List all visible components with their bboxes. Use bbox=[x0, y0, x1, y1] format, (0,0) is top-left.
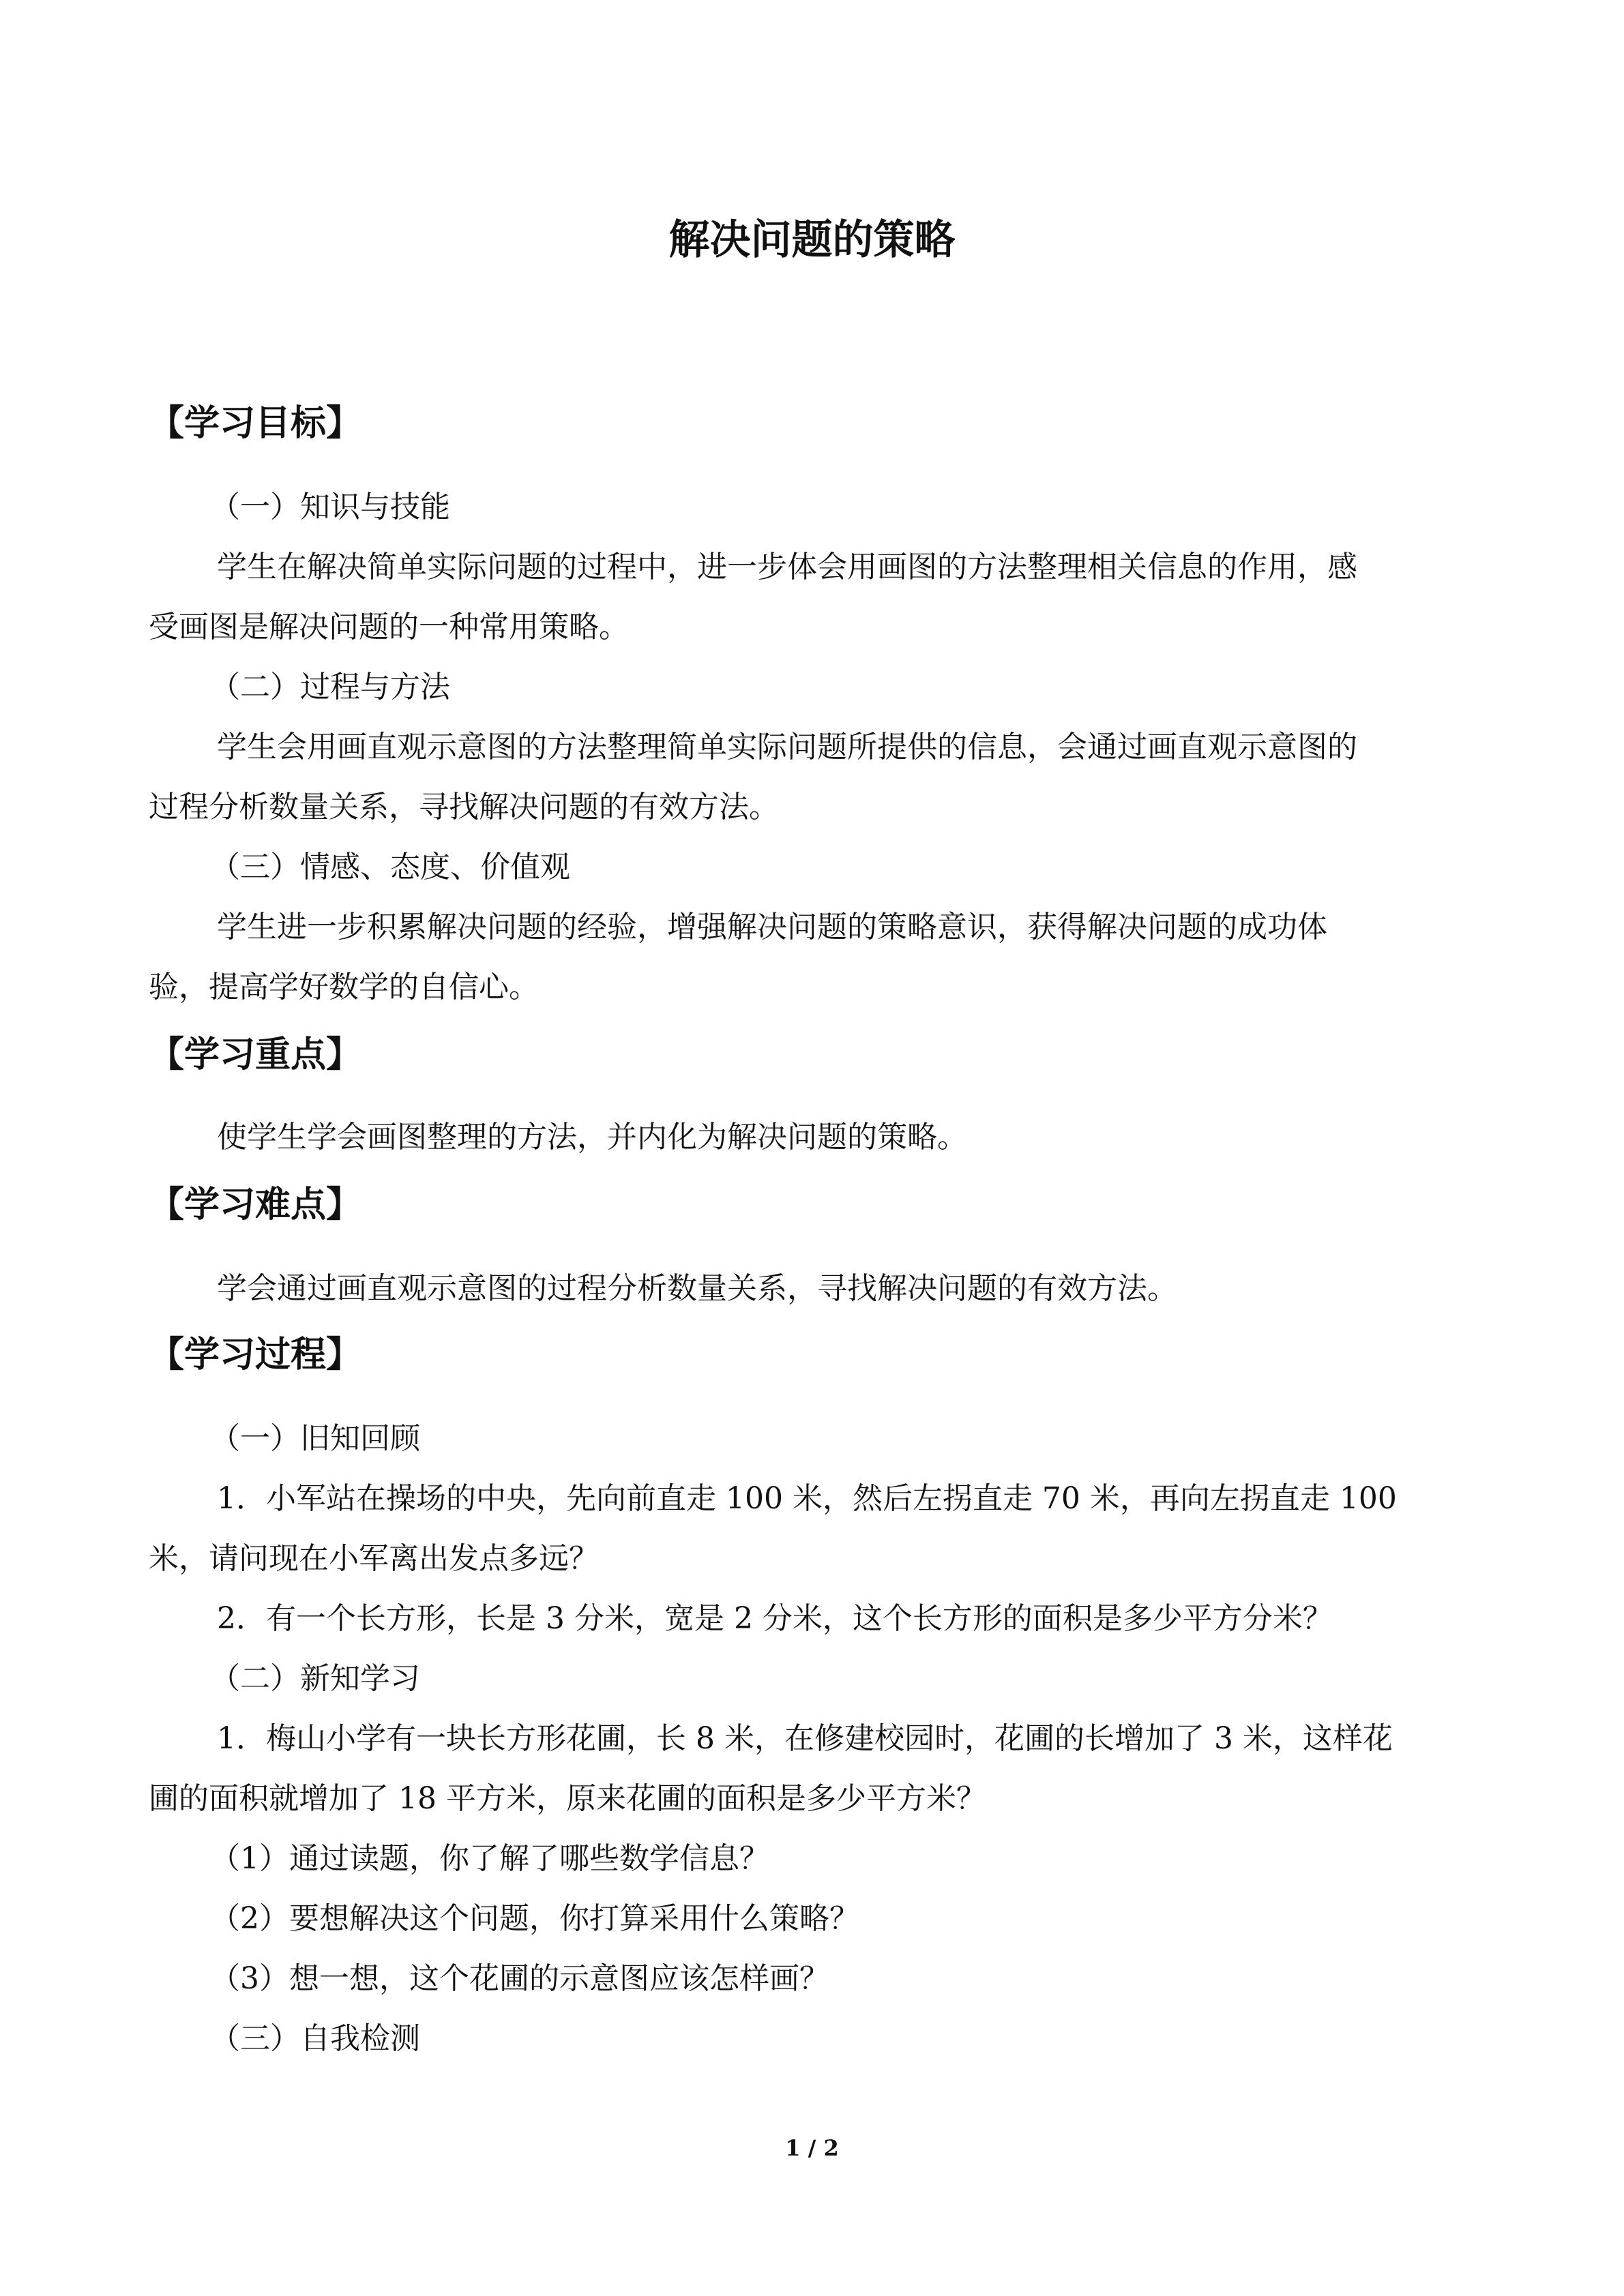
question-line: 1．小军站在操场的中央，先向前直走 100 米，然后左拐直走 70 米，再向左拐直走 100 bbox=[217, 1481, 1397, 1516]
paragraph-line: 学会通过画直观示意图的过程分析数量关系，寻找解决问题的有效方法。 bbox=[217, 1271, 1177, 1306]
paragraph-line: 学生在解决简单实际问题的过程中，进一步体会用画图的方法整理相关信息的作用，感 bbox=[217, 550, 1357, 584]
question-line: 米，请问现在小军离出发点多远？ bbox=[149, 1541, 599, 1576]
subheading-review: （一）旧知回顾 bbox=[210, 1421, 420, 1456]
subheading-process: （二）过程与方法 bbox=[210, 670, 450, 704]
subheading-knowledge: （一）知识与技能 bbox=[210, 490, 450, 524]
subheading-attitude: （三）情感、态度、价值观 bbox=[210, 850, 570, 884]
page-number: 1 / 2 bbox=[785, 2135, 839, 2161]
paragraph-line: 过程分析数量关系，寻找解决问题的有效方法。 bbox=[149, 790, 779, 824]
paragraph-line: 使学生学会画图整理的方法，并内化为解决问题的策略。 bbox=[217, 1120, 967, 1154]
question-line: 1．梅山小学有一块长方形花圃，长 8 米，在修建校园时，花圃的长增加了 3 米，这样花 bbox=[217, 1721, 1393, 1756]
question-line: 圃的面积就增加了 18 平方米，原来花圃的面积是多少平方米？ bbox=[149, 1781, 986, 1816]
paragraph-line: 学生进一步积累解决问题的经验，增强解决问题的策略意识，获得解决问题的成功体 bbox=[217, 910, 1327, 944]
paragraph-line: 验，提高学好数学的自信心。 bbox=[149, 970, 539, 1004]
sub-question: （3）想一想，这个花圃的示意图应该怎样画？ bbox=[210, 1961, 829, 1996]
subheading-new-learning: （二）新知学习 bbox=[210, 1661, 420, 1696]
sub-question: （1）通过读题，你了解了哪些数学信息？ bbox=[210, 1841, 769, 1876]
paragraph-line: 学生会用画直观示意图的方法整理简单实际问题所提供的信息，会通过画直观示意图的 bbox=[217, 730, 1357, 764]
document-title: 解决问题的策略 bbox=[668, 216, 956, 264]
sub-question: （2）要想解决这个问题，你打算采用什么策略？ bbox=[210, 1901, 859, 1936]
section-heading-goals: 【学习目标】 bbox=[149, 402, 362, 444]
section-heading-focus: 【学习重点】 bbox=[149, 1034, 362, 1075]
paragraph-line: 受画图是解决问题的一种常用策略。 bbox=[149, 610, 629, 644]
subheading-self-test: （三）自我检测 bbox=[210, 2021, 420, 2056]
section-heading-difficulty: 【学习难点】 bbox=[149, 1184, 362, 1225]
section-heading-process: 【学习过程】 bbox=[149, 1334, 362, 1375]
question-line: 2．有一个长方形，长是 3 分米，宽是 2 分米，这个长方形的面积是多少平方分米？ bbox=[217, 1601, 1333, 1636]
